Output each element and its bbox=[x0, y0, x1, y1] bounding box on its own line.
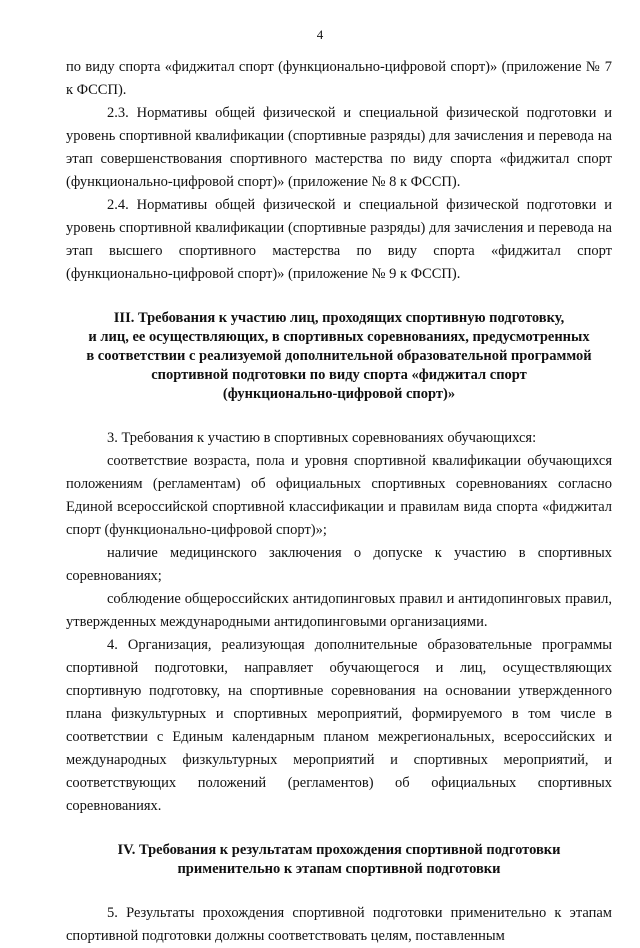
section-4-heading-line: применительно к этапам спортивной подготовки bbox=[177, 861, 501, 877]
paragraph-3-antidoping-requirement: соблюдение общероссийских антидопинговых правил и антидопинговых правил, утвержденных международными антидопинговыми организациями. bbox=[66, 591, 612, 630]
paragraph-3-medical-requirement: наличие медицинского заключения о допуске к участию в спортивных соревнованиях; bbox=[66, 545, 612, 584]
paragraph-2-4: 2.4. Нормативы общей физической и специальной физической подготовки и уровень спортивной квалификации (спортивные разряды) для зачисления и перевода на этап высшего спортивного мастерства по виду спорта «фиджитал спорт (функционально-цифровой спорт)» (приложение № 9 к ФССП). bbox=[66, 197, 612, 282]
paragraph-continuation: по виду спорта «фиджитал спорт (функционально-цифровой спорт)» (приложение № 7 к ФССП). bbox=[66, 59, 612, 98]
paragraph-3: 3. Требования к участию в спортивных соревнованиях обучающихся: bbox=[107, 430, 537, 446]
section-3-heading bbox=[66, 309, 612, 404]
section-3-heading-line: спортивной подготовки по виду спорта «фиджитал спорт bbox=[151, 367, 527, 383]
paragraph-3-age-requirement: соответствие возраста, пола и уровня спортивной квалификации обучающихся положениям (регламентам) об официальных спортивных соревнованиях согласно Единой всероссийской спортивной классификации и правилам вида спорта «фиджитал спорт (функционально-цифровой спорт)»; bbox=[66, 453, 612, 538]
section-3-heading-line: III. Требования к участию лиц, проходящих спортивную подготовку, bbox=[113, 310, 565, 326]
section-3-heading-line: в соответствии с реализуемой дополнительной образовательной программой bbox=[86, 348, 592, 364]
page-number: 4 bbox=[316, 27, 324, 42]
section-4-heading bbox=[66, 841, 612, 879]
section-3-heading-line: и лиц, ее осуществляющих, в спортивных соревнованиях, предусмотренных bbox=[88, 329, 590, 345]
section-3-heading-line: (функционально-цифровой спорт)» bbox=[222, 386, 456, 402]
paragraph-5: 5. Результаты прохождения спортивной подготовки применительно к этапам спортивной подготовки должны соответствовать целям, поставленным bbox=[66, 905, 612, 944]
paragraph-4: 4. Организация, реализующая дополнительные образовательные программы спортивной подготовки, направляет обучающегося и лиц, осуществляющих спортивную подготовку, на спортивные соревнования на основании утвержденного плана физкультурных и спортивных мероприятий, формируемого в том числе в соответствии с Единым календарным планом межрегиональных, всероссийских и международных физкультурных мероприятий и спортивных мероприятий, и соответствующих положений (регламентов) об официальных спортивных соревнованиях. bbox=[66, 637, 612, 814]
section-4-heading-line: IV. Требования к результатам прохождения спортивной подготовки bbox=[117, 842, 561, 858]
paragraph-2-3: 2.3. Нормативы общей физической и специальной физической подготовки и уровень спортивной квалификации (спортивные разряды) для зачисления и перевода на этап совершенствования спортивного мастерства по виду спорта «фиджитал спорт (функционально-цифровой спорт)» (приложение № 8 к ФССП). bbox=[66, 105, 612, 190]
document-body bbox=[66, 56, 612, 948]
